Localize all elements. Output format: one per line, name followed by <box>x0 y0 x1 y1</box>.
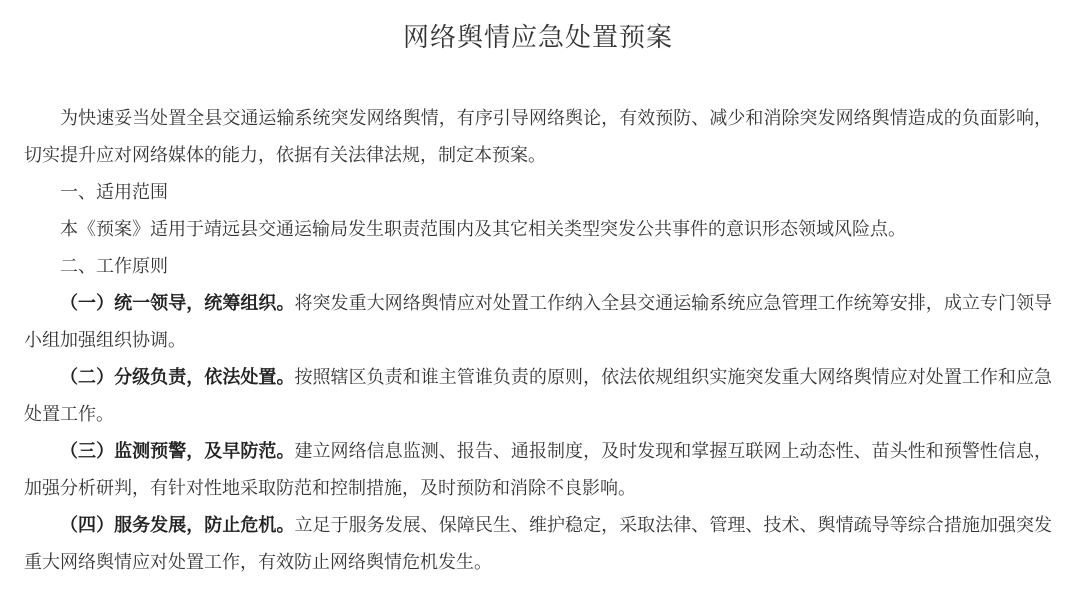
principle-text-3: 建立网络信息监测、报告、通报制度，及时发现和掌握互联网上动态性、苗头性和预警性信息，加强分析研判，有针对性地采取防范和控制措施，及时预防和消除不良影响。 <box>24 441 1052 499</box>
principle-paragraph-3 <box>24 433 1052 507</box>
principle-paragraph-2 <box>24 359 1052 433</box>
document <box>24 0 1052 573</box>
principle-lead-3: （三）监测预警，及早防范。 <box>60 441 295 462</box>
principle-text-4: 立足于服务发展、保障民生、维护稳定，采取法律、管理、技术、舆情疏导等综合措施加强突发重大网络舆情应对处置工作，有效防止网络舆情危机发生。 <box>24 515 1052 573</box>
document-body <box>24 100 1052 581</box>
scope-paragraph: 本《预案》适用于靖远县交通运输局发生职责范围内及其它相关类型突发公共事件的意识形态领域风险点。 <box>60 219 906 240</box>
principle-lead-1: （一）统一领导，统筹组织。 <box>60 293 295 314</box>
section-heading-scope: 一、适用范围 <box>60 182 168 203</box>
document-title: 网络舆情应急处置预案 <box>402 23 673 53</box>
principle-lead-4: （四）服务发展，防止危机。 <box>60 515 295 536</box>
section-heading-principles: 二、工作原则 <box>60 256 168 277</box>
principle-text-2: 按照辖区负责和谁主管谁负责的原则，依法依规组织实施突发重大网络舆情应对处置工作和应急处置工作。 <box>24 367 1052 425</box>
principle-paragraph-4 <box>24 507 1052 581</box>
principle-text-1: 将突发重大网络舆情应对处置工作纳入全县交通运输系统应急管理工作统筹安排，成立专门领导小组加强组织协调。 <box>24 293 1052 351</box>
principle-lead-2: （二）分级负责，依法处置。 <box>60 367 295 388</box>
principle-paragraph-1 <box>24 285 1052 359</box>
intro-paragraph: 为快速妥当处置全县交通运输系统突发网络舆情，有序引导网络舆论，有效预防、减少和消除突发网络舆情造成的负面影响，切实提升应对网络媒体的能力，依据有关法律法规，制定本预案。 <box>24 108 1052 166</box>
